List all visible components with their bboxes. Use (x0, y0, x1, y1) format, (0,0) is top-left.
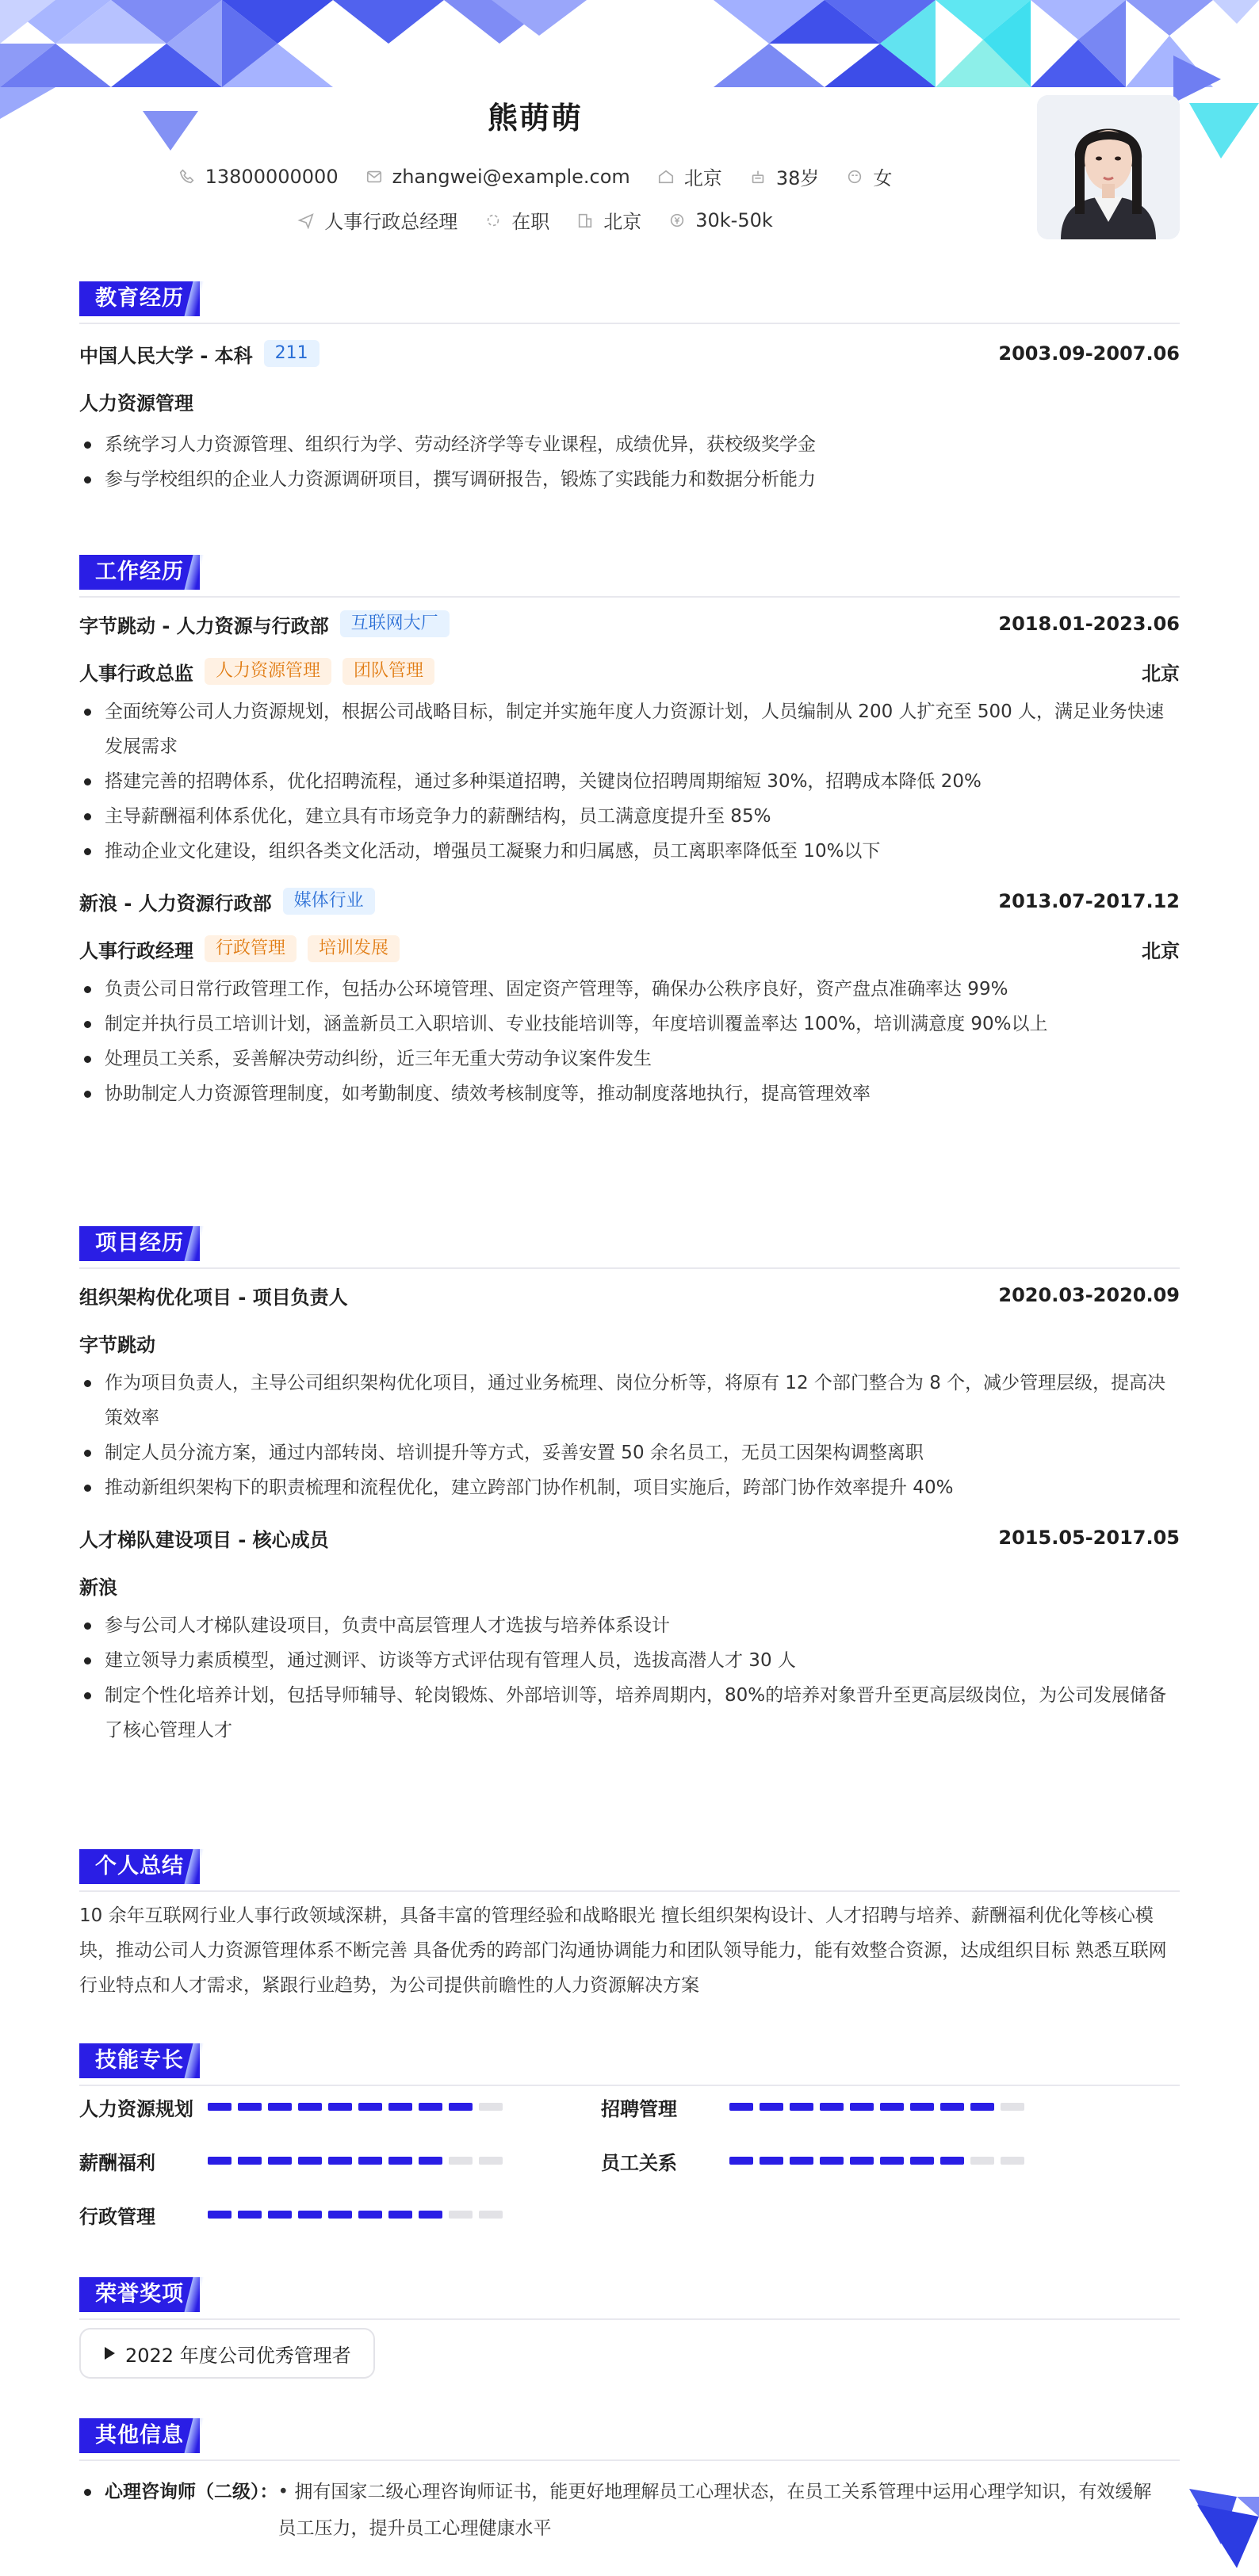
skill-level-segment (208, 2157, 232, 2165)
skill-level-segment (880, 2103, 904, 2111)
target-city-info (576, 206, 641, 234)
skill-level-bar (729, 2157, 1024, 2165)
skill-item (79, 2094, 601, 2119)
project-bullets (79, 1366, 1180, 1505)
job-title: 人事行政经理 (79, 939, 193, 962)
work-section-header (79, 555, 1180, 590)
skill-level-segment (358, 2103, 382, 2111)
skill-level-segment (358, 2157, 382, 2165)
summary-section (79, 1849, 1180, 2003)
job-bullets (79, 694, 1180, 869)
skill-tag: 培训发展 (308, 935, 400, 962)
section-title: 其他信息 (79, 2418, 200, 2453)
skills-section-header (79, 2043, 1180, 2078)
age-icon (749, 168, 767, 185)
job-city: 北京 (1142, 662, 1180, 685)
skill-level-bar (208, 2103, 503, 2111)
list-item: 推动新组织架构下的职责梳理和流程优化，建立跨部门协作机制，项目实施后，跨部门协作效率提升 40% (79, 1470, 1180, 1505)
skill-item (601, 2094, 1124, 2119)
work-section (79, 555, 1180, 1111)
skill-level-segment (970, 2157, 994, 2165)
skill-tag: 团队管理 (342, 658, 434, 685)
job-title-row (79, 935, 1180, 962)
project-period: 2015.05-2017.05 (998, 1527, 1180, 1549)
city-text: 北京 (683, 167, 722, 189)
skill-level-bar (208, 2157, 503, 2165)
other-section (79, 2418, 1180, 2547)
section-title: 荣誉奖项 (79, 2277, 200, 2312)
skill-level-segment (820, 2157, 844, 2165)
list-item: 推动企业文化建设，组织各类文化活动，增强员工凝聚力和归属感，员工离职率降低至 10%以下 (79, 834, 1180, 869)
other-info-text: 拥有国家二级心理咨询师证书，能更好地理解员工心理状态，在员工关系管理中运用心理学知识，有效缓解员工压力，提升员工心理健康水平 (277, 2482, 1152, 2539)
skill-level-segment (388, 2211, 412, 2219)
list-item: 搭建完善的招聘体系，优化招聘流程，通过多种渠道招聘，关键岗位招聘周期缩短 30%，招聘成本降低 20% (79, 764, 1180, 799)
city-info (657, 162, 722, 190)
skill-item (79, 2202, 601, 2227)
skill-tag: 行政管理 (205, 935, 297, 962)
skill-level-segment (268, 2211, 292, 2219)
email-text: zhangwei@example.com (392, 165, 630, 188)
list-item: 制定个性化培养计划，包括导师辅导、轮岗锻炼、外部培训等，培养周期内，80%的培养对象晋升至更高层级岗位，为公司发展储备了核心管理人才 (79, 1678, 1180, 1748)
award-text: 2022 年度公司优秀管理者 (125, 2344, 351, 2367)
skill-level-segment (1001, 2103, 1024, 2111)
age-info (749, 162, 820, 190)
skill-name: 招聘管理 (601, 2097, 677, 2120)
skill-level-segment (479, 2103, 503, 2111)
skill-level-segment (419, 2103, 442, 2111)
list-item: 作为项目负责人，主导公司组织架构优化项目，通过业务梳理、岗位分析等，将原有 12 个部门整合为 8 个，减少管理层级，提高决策效率 (79, 1366, 1180, 1435)
mail-icon (365, 168, 383, 185)
skill-tag: 人力资源管理 (205, 658, 331, 685)
skill-level-bar (729, 2103, 1024, 2111)
skill-item (79, 2148, 601, 2173)
summary-text: 10 余年互联网行业人事行政领域深耕，具备丰富的管理经验和战略眼光 擅长组织架构设计、人才招聘与培养、薪酬福利优化等核心模块，推动公司人力资源管理体系不断完善 具备优秀的跨部门沟通协调能力和团队领导能力，能有效整合资源，达成组织目标 熟悉互联网行业特点和人才需求，紧跟行业趋势，为公司提供前瞻性的人力资源解决方案 (79, 1905, 1167, 1996)
age-text: 38岁 (775, 167, 820, 189)
list-item: 制定并执行员工培训计划，涵盖新员工入职培训、专业技能培训等，年度培训覆盖率达 100%，培训满意度 90%以上 (79, 1007, 1180, 1041)
section-title: 工作经历 (79, 555, 200, 590)
candidate-name: 熊萌萌 (487, 101, 583, 136)
company-tag: 媒体行业 (283, 888, 375, 915)
salary-info (668, 206, 773, 234)
skill-level-segment (850, 2103, 874, 2111)
target-position-info (297, 206, 457, 234)
skill-level-segment (358, 2211, 382, 2219)
major-row (79, 388, 1180, 415)
education-period: 2003.09-2007.06 (998, 342, 1180, 365)
project-org: 字节跳动 (79, 1333, 155, 1356)
section-divider (79, 1890, 1180, 1892)
skill-level-segment (760, 2103, 783, 2111)
gender-text: 女 (873, 167, 893, 189)
skill-level-segment (328, 2211, 352, 2219)
skill-level-segment (790, 2157, 813, 2165)
awards-section (79, 2277, 1180, 2379)
skill-level-segment (760, 2157, 783, 2165)
award-item (79, 2328, 375, 2379)
skill-level-segment (238, 2211, 262, 2219)
skill-level-segment (388, 2157, 412, 2165)
project-name: 人才梯队建设项目 - 核心成员 (79, 1528, 329, 1551)
skill-name: 人力资源规划 (79, 2097, 193, 2120)
status-icon (484, 212, 502, 229)
section-title: 教育经历 (79, 281, 200, 316)
skill-level-segment (479, 2211, 503, 2219)
project-row (79, 1282, 1180, 1309)
skill-level-segment (208, 2103, 232, 2111)
skill-level-segment (328, 2157, 352, 2165)
list-item: 系统学习人力资源管理、组织行为学、劳动经济学等专业课程，成绩优异，获校级奖学金 (79, 427, 1180, 462)
project-period: 2020.03-2020.09 (998, 1284, 1180, 1306)
skill-level-segment (880, 2157, 904, 2165)
skill-name: 员工关系 (601, 2151, 677, 2174)
education-section-header (79, 281, 1180, 316)
projects-section (79, 1226, 1180, 1748)
summary-section-header (79, 1849, 1180, 1884)
target-city-text: 北京 (603, 211, 642, 233)
home-icon (657, 168, 675, 185)
list-item: 负责公司日常行政管理工作，包括办公环境管理、固定资产管理等，确保办公秩序良好，资产盘点准确率达 99% (79, 972, 1180, 1007)
skill-level-segment (298, 2211, 322, 2219)
skill-level-segment (268, 2157, 292, 2165)
gender-icon (846, 168, 863, 185)
send-icon (297, 212, 315, 229)
skill-level-segment (940, 2103, 964, 2111)
project-org: 新浪 (79, 1576, 117, 1599)
skill-level-segment (940, 2157, 964, 2165)
project-row (79, 1524, 1180, 1551)
target-position-text: 人事行政总经理 (324, 211, 458, 233)
skill-level-segment (328, 2103, 352, 2111)
job-period: 2013.07-2017.12 (998, 890, 1180, 912)
job-company-row (79, 610, 1180, 637)
skill-level-segment (298, 2157, 322, 2165)
section-divider (79, 2085, 1180, 2086)
job-company-row (79, 888, 1180, 915)
skill-level-segment (910, 2157, 934, 2165)
phone-icon (178, 168, 196, 185)
skill-level-segment (790, 2103, 813, 2111)
phone-text: 13800000000 (205, 165, 339, 188)
email-info (365, 162, 630, 190)
school-tag: 211 (264, 340, 320, 367)
section-divider (79, 2459, 1180, 2461)
other-info-label: 心理咨询师（二级）： (105, 2482, 278, 2502)
skill-name: 薪酬福利 (79, 2151, 155, 2174)
school-name: 中国人民大学 - 本科 (79, 344, 253, 367)
skills-section (79, 2043, 1180, 2227)
skill-level-segment (419, 2211, 442, 2219)
section-title: 个人总结 (79, 1849, 200, 1884)
job-bullets (79, 972, 1180, 1111)
skill-level-segment (208, 2211, 232, 2219)
skill-level-segment (419, 2157, 442, 2165)
list-item: 参与公司人才梯队建设项目，负责中高层管理人才选拔与培养体系设计 (79, 1608, 1180, 1643)
profile-photo (1037, 95, 1180, 239)
job-period: 2018.01-2023.06 (998, 613, 1180, 635)
company-name: 新浪 - 人力资源行政部 (79, 892, 272, 915)
skill-name: 行政管理 (79, 2205, 155, 2228)
building-icon (576, 212, 594, 229)
skill-level-segment (449, 2211, 473, 2219)
list-item: 主导薪酬福利体系优化，建立具有市场竞争力的薪酬结构，员工满意度提升至 85% (79, 799, 1180, 834)
skill-level-segment (850, 2157, 874, 2165)
skill-item (601, 2148, 1124, 2173)
company-tag: 互联网大厂 (340, 610, 450, 637)
skill-level-segment (298, 2103, 322, 2111)
skill-level-bar (208, 2211, 503, 2219)
other-section-header (79, 2418, 1180, 2453)
contact-row (79, 162, 991, 190)
status-info (484, 206, 549, 234)
section-title: 项目经历 (79, 1226, 200, 1261)
skill-level-segment (970, 2103, 994, 2111)
project-bullets (79, 1608, 1180, 1748)
project-org-row (79, 1329, 1180, 1356)
section-divider (79, 323, 1180, 324)
awards-section-header (79, 2277, 1180, 2312)
status-text: 在职 (511, 211, 550, 233)
skill-level-segment (449, 2103, 473, 2111)
list-item: 参与学校组织的企业人力资源调研项目，撰写调研报告，锻炼了实践能力和数据分析能力 (79, 462, 1180, 497)
section-title: 技能专长 (79, 2043, 200, 2078)
education-row (79, 340, 1180, 367)
list-item: 建立领导力素质模型，通过测评、访谈等方式评估现有管理人员，选拔高潜人才 30 人 (79, 1643, 1180, 1678)
job-city: 北京 (1142, 939, 1180, 962)
project-org-row (79, 1572, 1180, 1599)
project-name: 组织架构优化项目 - 项目负责人 (79, 1286, 348, 1309)
projects-section-header (79, 1226, 1180, 1261)
skills-grid (79, 2094, 1180, 2227)
skill-level-segment (238, 2103, 262, 2111)
skill-level-segment (388, 2103, 412, 2111)
list-item: 全面统筹公司人力资源规划，根据公司战略目标，制定并实施年度人力资源计划，人员编制从 200 人扩充至 500 人，满足业务快速发展需求 (79, 694, 1180, 764)
salary-text: 30k-50k (695, 208, 773, 231)
other-info-item: 心理咨询师（二级）：• 拥有国家二级心理咨询师证书，能更好地理解员工心理状态，在员工关系管理中运用心理学知识，有效缓解员工压力，提升员工心理健康水平 (79, 2474, 1180, 2547)
skill-level-segment (479, 2157, 503, 2165)
play-icon (103, 2346, 116, 2360)
education-bullets (79, 427, 1180, 497)
job-title: 人事行政总监 (79, 662, 193, 685)
section-divider (79, 1267, 1180, 1269)
education-section (79, 281, 1180, 497)
skill-level-segment (449, 2157, 473, 2165)
skill-level-segment (1001, 2157, 1024, 2165)
skill-level-segment (820, 2103, 844, 2111)
list-item: 处理员工关系，妥善解决劳动纠纷，近三年无重大劳动争议案件发生 (79, 1041, 1180, 1076)
list-item: 制定人员分流方案，通过内部转岗、培训提升等方式，妥善安置 50 余名员工，无员工因架构调整离职 (79, 1435, 1180, 1470)
skill-level-segment (729, 2157, 753, 2165)
list-item: 协助制定人力资源管理制度，如考勤制度、绩效考核制度等，推动制度落地执行，提高管理效率 (79, 1076, 1180, 1111)
job-title-row (79, 658, 1180, 685)
company-name: 字节跳动 - 人力资源与行政部 (79, 614, 329, 637)
skill-level-segment (238, 2157, 262, 2165)
section-divider (79, 596, 1180, 598)
skill-level-segment (729, 2103, 753, 2111)
section-divider (79, 2318, 1180, 2320)
skill-level-segment (910, 2103, 934, 2111)
job-intent-row (79, 206, 991, 234)
salary-icon (668, 212, 686, 229)
skill-level-segment (268, 2103, 292, 2111)
major-name: 人力资源管理 (79, 392, 193, 415)
phone-info (178, 162, 339, 190)
gender-info (846, 162, 892, 190)
